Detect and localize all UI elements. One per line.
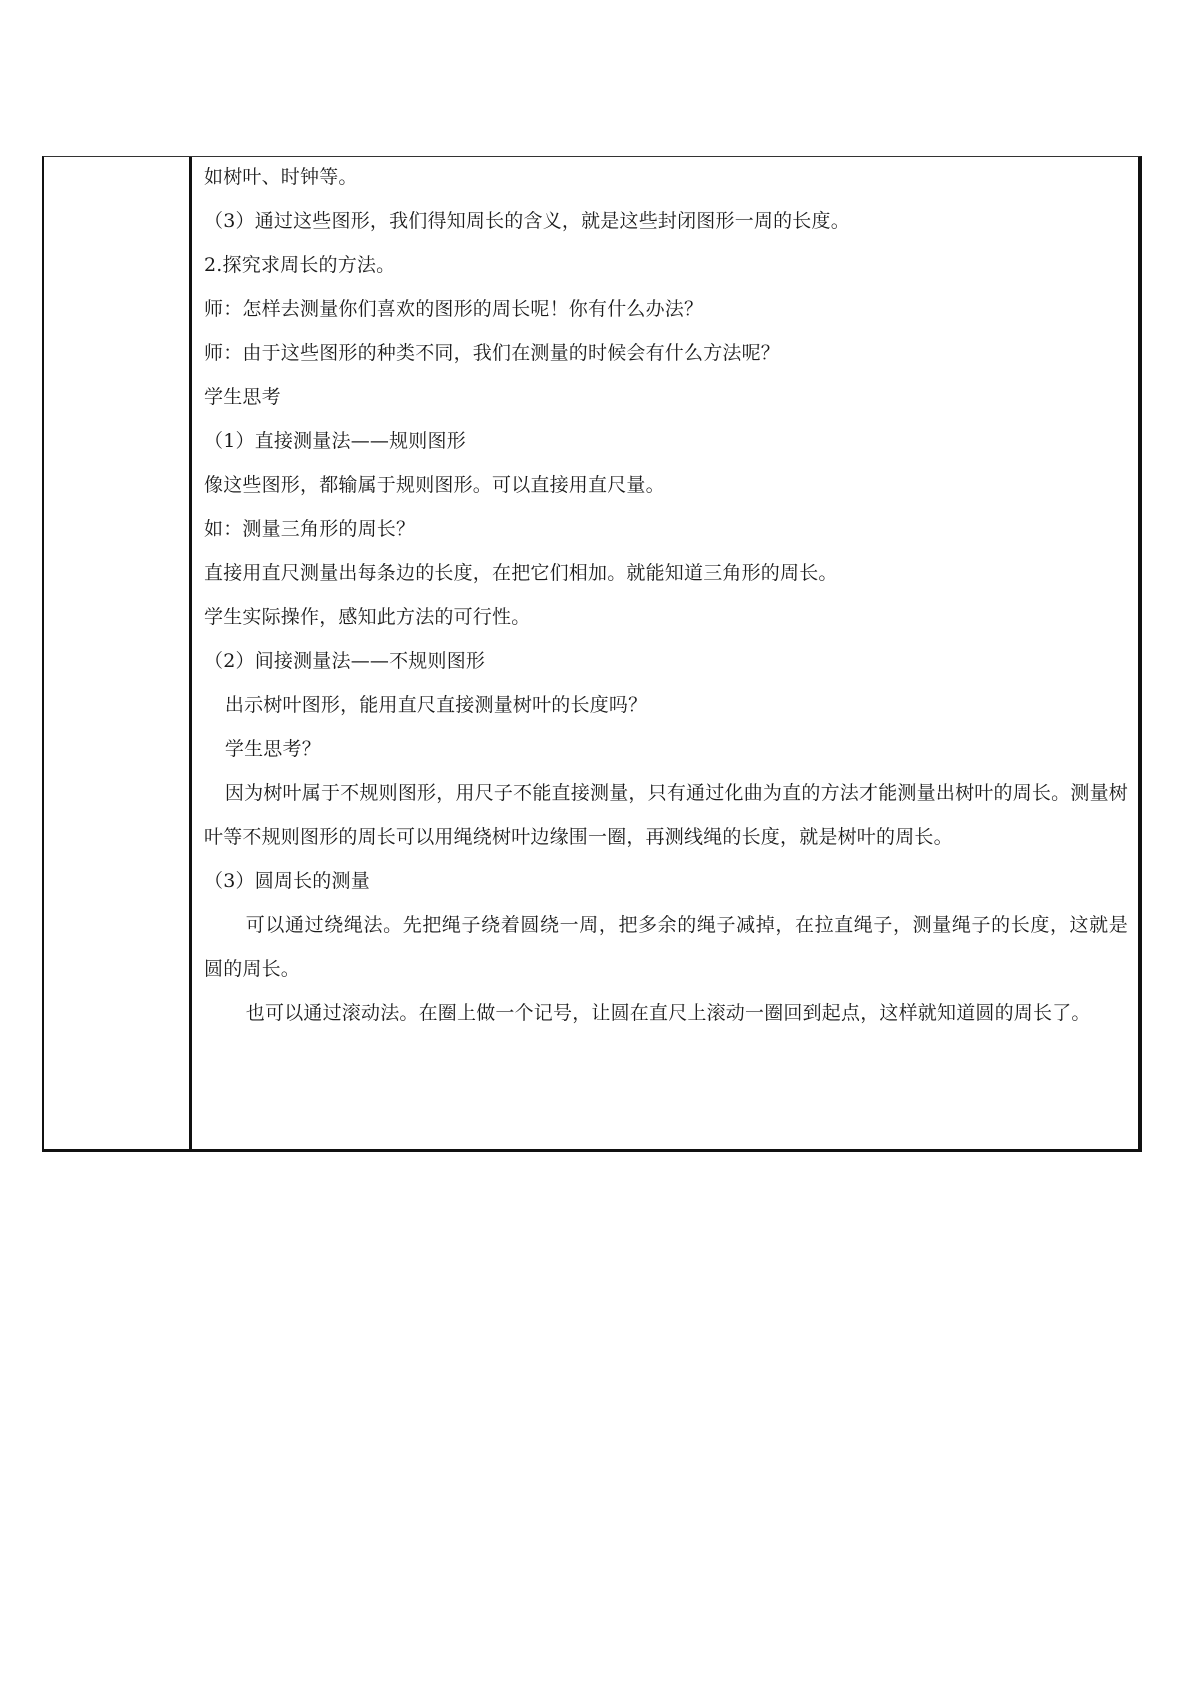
paragraph-leaf-explanation: 因为树叶属于不规则图形，用尺子不能直接测量，只有通过化曲为直的方法才能测量出树叶的周长。测量树叶等不规则图形的周长可以用绳绕树叶边缘围一圈，再测线绳的长度，就是树叶的周长。 [204,782,1128,848]
paragraph-teacher-question-2: 师：由于这些图形的种类不同，我们在测量的时候会有什么方法呢？ [204,342,781,364]
paragraph-teacher-question-1: 师：怎样去测量你们喜欢的图形的周长呢！你有什么办法？ [204,298,704,320]
paragraph-regular-shapes: 像这些图形，都输属于规则图形。可以直接用直尺量。 [204,474,665,496]
paragraph-students-think: 学生思考 [204,386,281,408]
paragraph-section-2-heading: 2.探究求周长的方法。 [204,254,396,276]
paragraph-examples: 如树叶、时钟等。 [204,166,358,188]
paragraph-leaf-question: 出示树叶图形，能用直尺直接测量树叶的长度吗？ [224,694,648,716]
paragraph-student-practice: 学生实际操作，感知此方法的可行性。 [204,606,531,628]
paragraph-triangle-method: 直接用直尺测量出每条边的长度，在把它们相加。就能知道三角形的周长。 [204,562,838,584]
table-content-cell [192,157,1138,1149]
paragraph-perimeter-meaning: （3）通过这些图形，我们得知周长的含义，就是这些封闭图形一周的长度。 [204,210,850,232]
paragraph-triangle-example: 如：测量三角形的周长？ [204,518,416,540]
table-left-cell [44,157,192,1149]
paragraph-circle-heading: （3）圆周长的测量 [204,870,370,892]
paragraph-rope-method: 可以通过绕绳法。先把绳子绕着圆绕一周，把多余的绳子减掉，在拉直绳子，测量绳子的长度，这就是圆的周长。 [204,914,1128,980]
paragraph-direct-method-heading: （1）直接测量法——规则图形 [204,430,466,452]
paragraph-rolling-method: 也可以通过滚动法。在圈上做一个记号，让圆在直尺上滚动一圈回到起点，这样就知道圆的周长了。 [245,1002,1091,1024]
paragraph-students-think-2: 学生思考？ [224,738,321,760]
lesson-table [42,156,1142,1152]
paragraph-indirect-method-heading: （2）间接测量法——不规则图形 [204,650,486,672]
